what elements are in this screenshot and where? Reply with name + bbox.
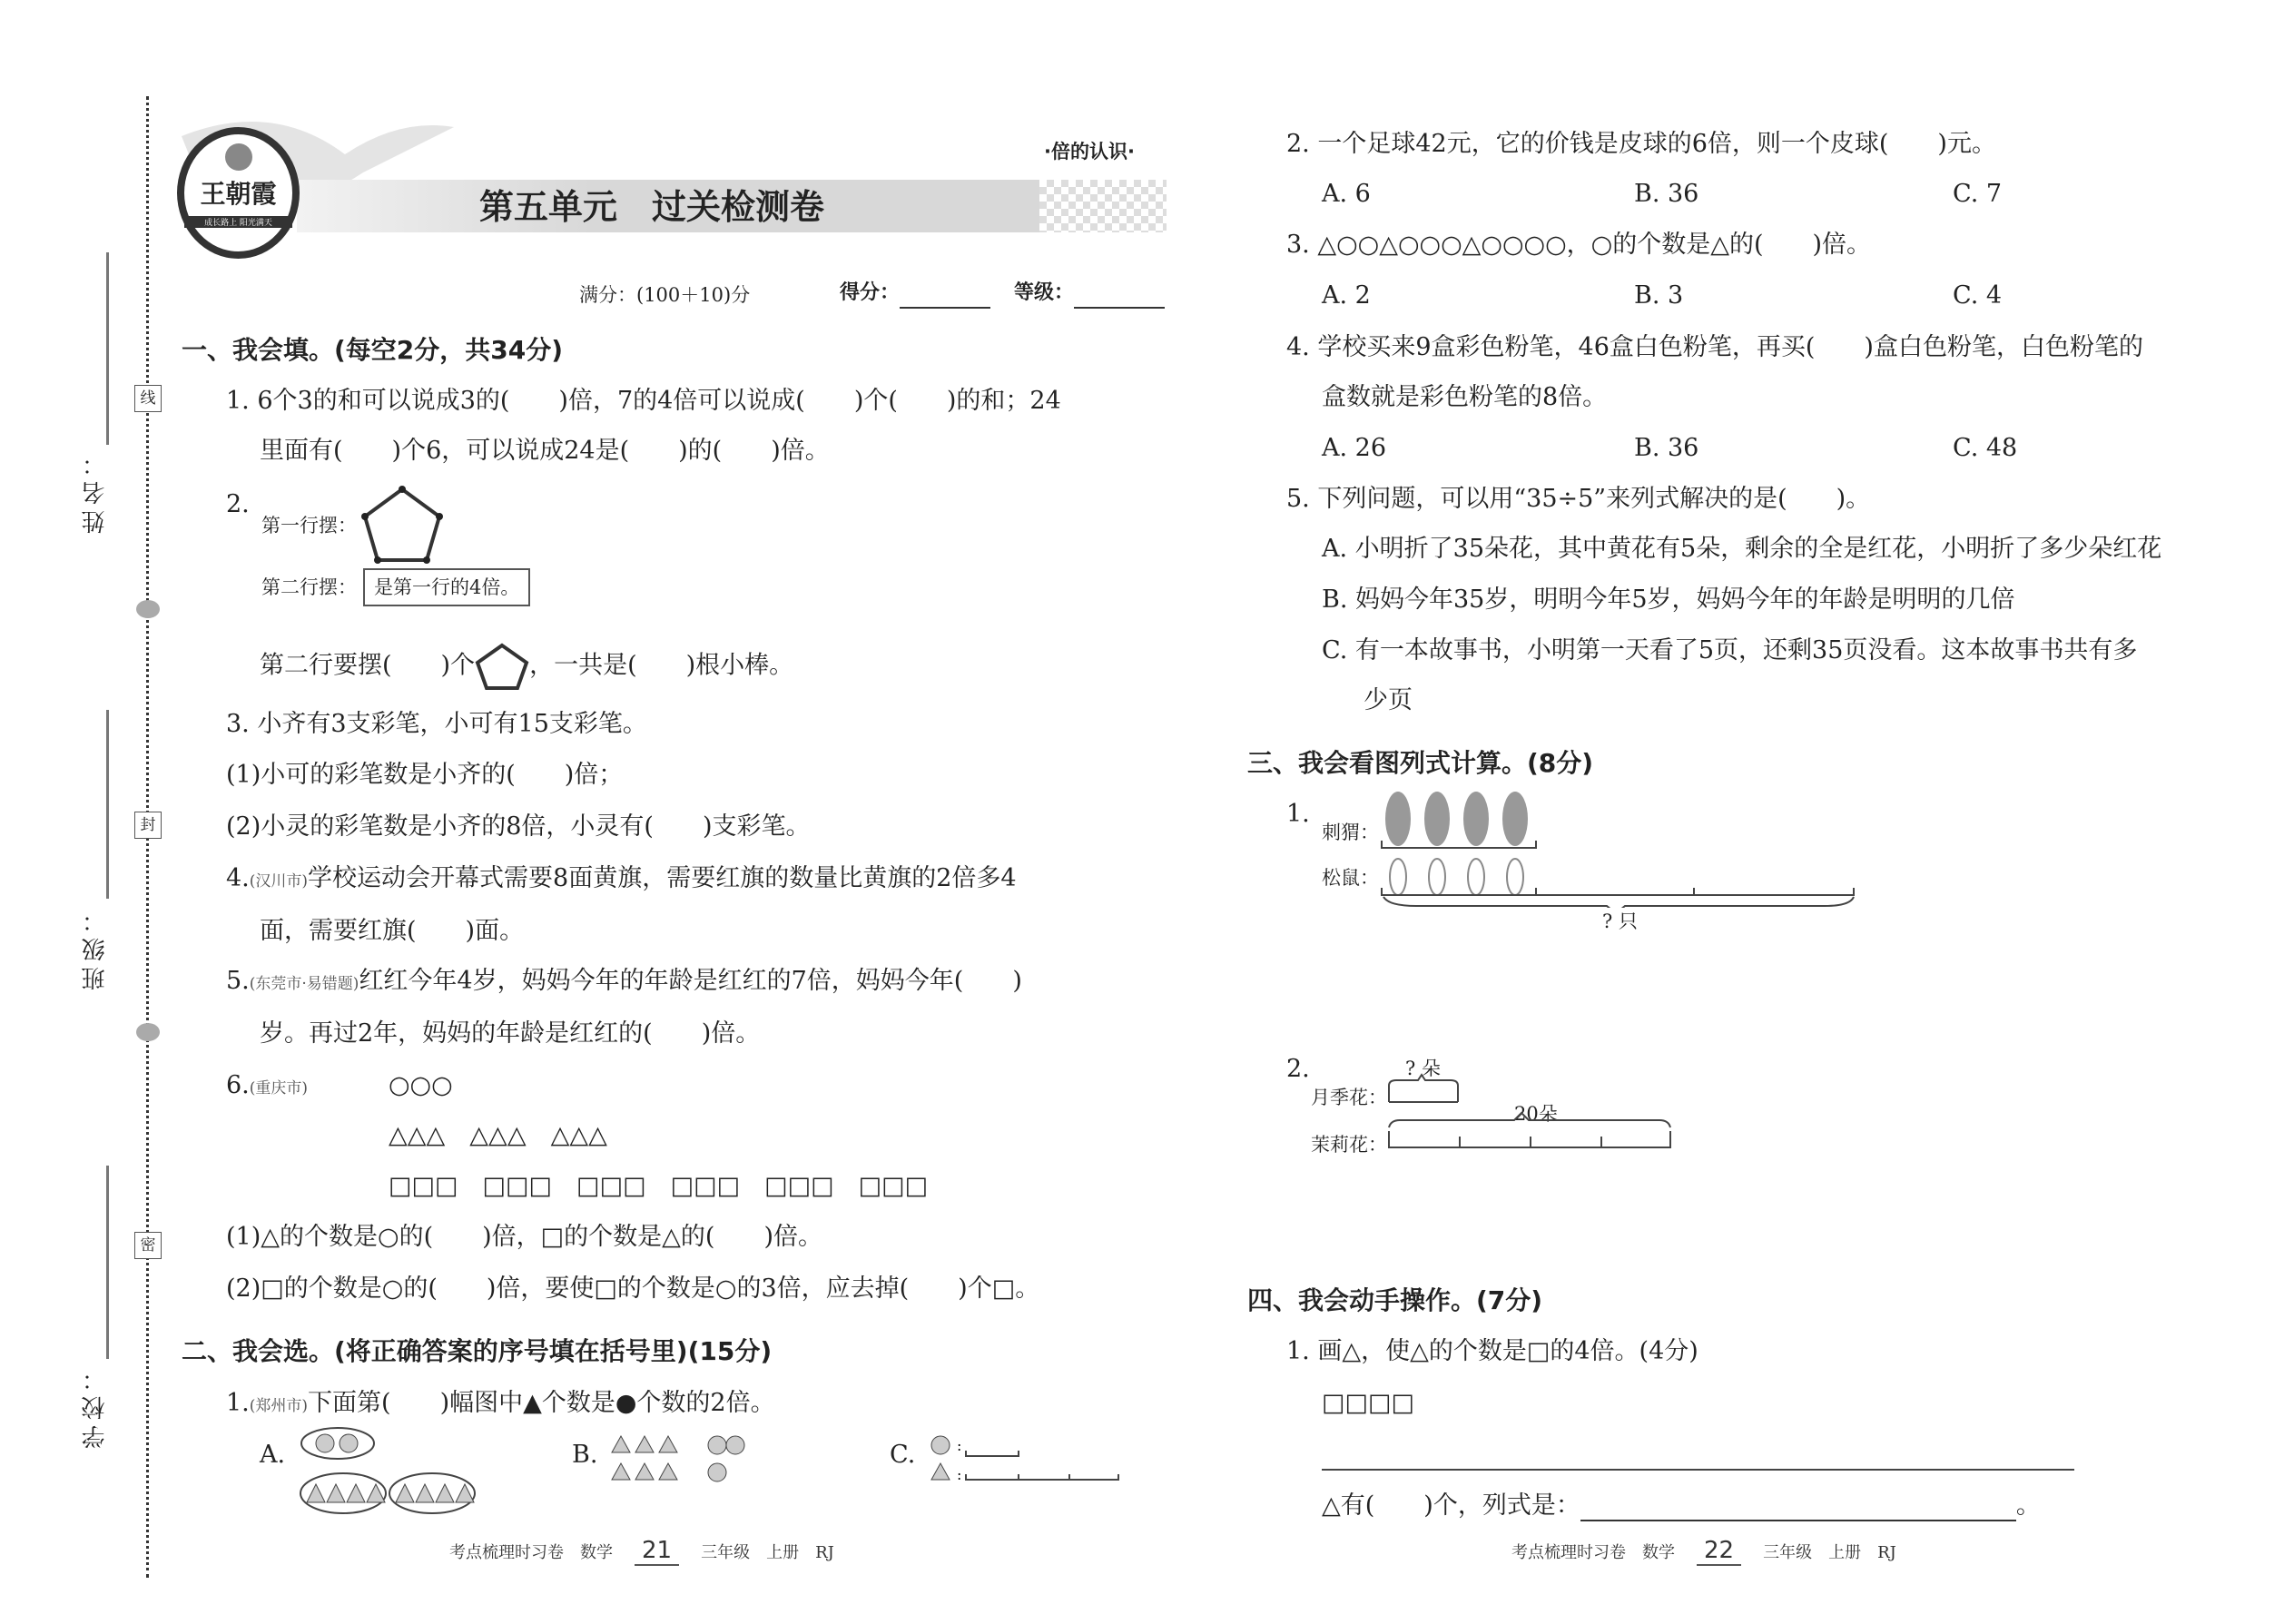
footer-right	[1511, 1537, 1896, 1564]
r-q4-opt-c: C. 48	[1953, 434, 2018, 462]
school-label: 学校：	[82, 1362, 109, 1449]
q2-number: 2.	[226, 490, 250, 518]
s2-q1-text: 下面第( )幅图中▲个数是●个数的2倍。	[308, 1389, 775, 1417]
r-q3-opt-c: C. 4	[1953, 281, 2003, 310]
total-question: ? 只	[1602, 910, 1638, 932]
q5-source: (东莞市·易错题)	[249, 975, 359, 993]
q3: 3. 小齐有3支彩笔，小可有15支彩笔。	[226, 710, 647, 738]
option-b-label: B.	[572, 1441, 598, 1469]
option-c-figure	[928, 1432, 1127, 1496]
name-label: 姓名：	[82, 447, 109, 534]
q6-triangles: △△△ △△△ △△△	[389, 1121, 607, 1149]
r-q5-opt-a: A. 小明折了35朵花，其中黄花有5朵，剩余的全是红花，小明折了多少朵红花	[1322, 535, 2162, 563]
q1-line2: 里面有( )个6，可以说成24是( )的( )倍。	[260, 437, 830, 465]
q5-line1	[226, 966, 1022, 999]
q6-number: 6.	[226, 1071, 250, 1099]
r-q4-line2: 盒数就是彩色粉笔的8倍。	[1322, 383, 1608, 411]
school-line	[106, 1166, 109, 1359]
s2-q1-number: 1.	[226, 1389, 250, 1417]
flower-diagram	[1387, 1071, 1696, 1162]
rose-question: ? 朵	[1405, 1058, 1441, 1079]
r-q2-opt-b: B. 36	[1634, 180, 1699, 208]
footer-grade: 三年级 上册 RJ	[1763, 1543, 1896, 1562]
page-number: 21	[635, 1537, 679, 1566]
r-q2-opt-a: A. 6	[1322, 180, 1371, 208]
hedgehog-label: 刺猬：	[1322, 822, 1379, 843]
rose-label: 月季花：	[1311, 1087, 1387, 1108]
option-a-figure	[300, 1425, 499, 1525]
class-label: 班级：	[82, 903, 109, 990]
option-b-figure	[610, 1432, 764, 1496]
r-q4-opt-a: A. 26	[1322, 434, 1387, 462]
q6-part2: (2)□的个数是○的( )倍，要使□的个数是○的3倍，应去掉( )个□。	[226, 1275, 1040, 1303]
drawing-line[interactable]	[1322, 1469, 2074, 1471]
r-q5: 5. 下列问题，可以用“35÷5”来列式解决的是( )。	[1286, 485, 1871, 513]
binding-mark-xian: 线	[134, 385, 162, 412]
option-c-label: C.	[890, 1441, 916, 1469]
class-line	[106, 710, 109, 899]
binding-hole-icon	[136, 1023, 160, 1041]
s4-answer	[1322, 1491, 2041, 1521]
r-q5-opt-c: C. 有一本故事书，小明第一天看了5页，还剩35页没看。这本故事书共有多	[1322, 636, 2138, 664]
q5-number: 5.	[226, 967, 250, 995]
q6-source: (重庆市)	[249, 1079, 309, 1097]
svg-text::: :	[957, 1437, 962, 1454]
section-3-heading: 三、我会看图列式计算。(8分)	[1247, 748, 1594, 778]
squirrel-icon	[1390, 859, 1523, 895]
r-q4-line1: 4. 学校买来9盒彩色粉笔，46盒白色粉笔，再买( )盒白色粉笔，白色粉笔的	[1286, 333, 2143, 361]
s3-q2-number: 2.	[1286, 1055, 1310, 1083]
q4-line1	[226, 863, 1017, 897]
q2-question-b: ，一共是( )根小棒。	[529, 651, 794, 680]
banner-checker	[1039, 180, 1167, 232]
pentagon-small-icon	[475, 643, 529, 690]
q2-row2-box: 是第一行的4倍。	[363, 568, 530, 606]
q2-question-a: 第二行要摆( )个	[260, 651, 476, 680]
q5-text: 红红今年4岁，妈妈今年的年龄是红红的7倍，妈妈今年( )	[359, 967, 1022, 995]
full-score: 满分：(100＋10)分	[579, 284, 751, 306]
q4-number: 4.	[226, 864, 250, 892]
q3-part1: (1)小可的彩笔数是小齐的( )倍；	[226, 761, 624, 789]
s4-answer-end: 。	[2015, 1491, 2041, 1520]
score-label-text: 得分：	[840, 281, 901, 304]
r-q3-opt-a: A. 2	[1322, 281, 1371, 310]
q4-text: 学校运动会开幕式需要8面黄旗，需要红旗的数量比黄旗的2倍多4	[308, 864, 1017, 892]
q3-part2: (2)小灵的彩笔数是小齐的8倍，小灵有( )支彩笔。	[226, 812, 811, 841]
page-number: 22	[1697, 1537, 1741, 1566]
section-1-heading: 一、我会填。(每空2分，共34分)	[182, 335, 564, 365]
pentagon-sticks-icon	[361, 486, 443, 564]
q2-row1-label: 第一行摆：	[261, 515, 357, 536]
r-q3: 3. △○○△○○○△○○○○，○的个数是△的( )倍。	[1286, 231, 1872, 259]
q5-line2: 岁。再过2年，妈妈的年龄是红红的( )倍。	[260, 1019, 761, 1048]
section-4-heading: 四、我会动手操作。(7分)	[1247, 1285, 1543, 1315]
r-q5-opt-c-cont: 少页	[1364, 686, 1413, 714]
page-title: 第五单元 过关检测卷	[479, 187, 825, 227]
s2-q1-source: (郑州市)	[249, 1397, 309, 1415]
hedgehog-icon	[1385, 792, 1528, 846]
squirrel-label: 松鼠：	[1322, 867, 1379, 889]
jasmine-total: 20朵	[1514, 1103, 1558, 1125]
section-2-heading: 二、我会选。(将正确答案的序号填在括号里)(15分)	[182, 1336, 773, 1366]
r-q3-opt-b: B. 3	[1634, 281, 1684, 310]
q2-question	[260, 643, 793, 690]
q6-line1	[226, 1070, 308, 1104]
logo	[177, 127, 300, 259]
footer-book: 考点梳理时习卷 数学	[449, 1543, 613, 1562]
q6-circles: ○○○	[389, 1071, 453, 1099]
score-field[interactable]	[900, 283, 990, 309]
logo-portrait	[225, 143, 252, 171]
s4-squares: □□□□	[1322, 1389, 1415, 1417]
s4-answer-text: △有( )个，列式是：	[1322, 1491, 1580, 1520]
s2-q1	[226, 1388, 775, 1422]
hedgehog-squirrel-diagram	[1380, 790, 1870, 908]
grade-label	[1014, 278, 1165, 309]
q6-part1: (1)△的个数是○的( )倍，□的个数是△的( )倍。	[226, 1223, 822, 1251]
grade-field[interactable]	[1074, 283, 1165, 309]
footer-grade: 三年级 上册 RJ	[701, 1543, 834, 1562]
name-line	[106, 252, 109, 445]
q4-line2: 面，需要红旗( )面。	[260, 917, 525, 945]
s4-q1: 1. 画△，使△的个数是□的4倍。(4分)	[1286, 1337, 1698, 1365]
binding-hole-icon	[136, 600, 160, 618]
topic-label: ·倍的认识·	[1044, 141, 1135, 162]
svg-text::: :	[957, 1466, 962, 1483]
r-q4-opt-b: B. 36	[1634, 434, 1699, 462]
binding-mark-mi: 密	[134, 1232, 162, 1259]
q2-row2-label: 第二行摆：	[261, 576, 357, 598]
formula-field[interactable]	[1580, 1496, 2016, 1521]
binding-mark-feng: 封	[134, 812, 162, 839]
q6-squares: □□□ □□□ □□□ □□□ □□□ □□□	[389, 1172, 929, 1200]
grade-label-text: 等级：	[1014, 281, 1075, 304]
r-q2: 2. 一个足球42元，它的价钱是皮球的6倍，则一个皮球( )元。	[1286, 130, 1996, 158]
r-q5-opt-b: B. 妈妈今年35岁，明明今年5岁，妈妈今年的年龄是明明的几倍	[1322, 586, 2015, 614]
logo-text: 王朝霞	[200, 179, 277, 209]
q4-source: (汉川市)	[249, 872, 309, 891]
option-a-label: A.	[260, 1441, 286, 1469]
footer-left	[449, 1537, 834, 1564]
r-q2-opt-c: C. 7	[1953, 180, 2003, 208]
q1-line1: 1. 6个3的和可以说成3的( )倍，7的4倍可以说成( )个( )的和；24	[226, 387, 1061, 415]
logo-slogan: 成长路上 阳光满天	[184, 216, 292, 228]
footer-book: 考点梳理时习卷 数学	[1511, 1543, 1675, 1562]
jasmine-label: 茉莉花：	[1311, 1134, 1387, 1156]
score-label	[840, 278, 990, 309]
s3-q1-number: 1.	[1286, 800, 1310, 828]
